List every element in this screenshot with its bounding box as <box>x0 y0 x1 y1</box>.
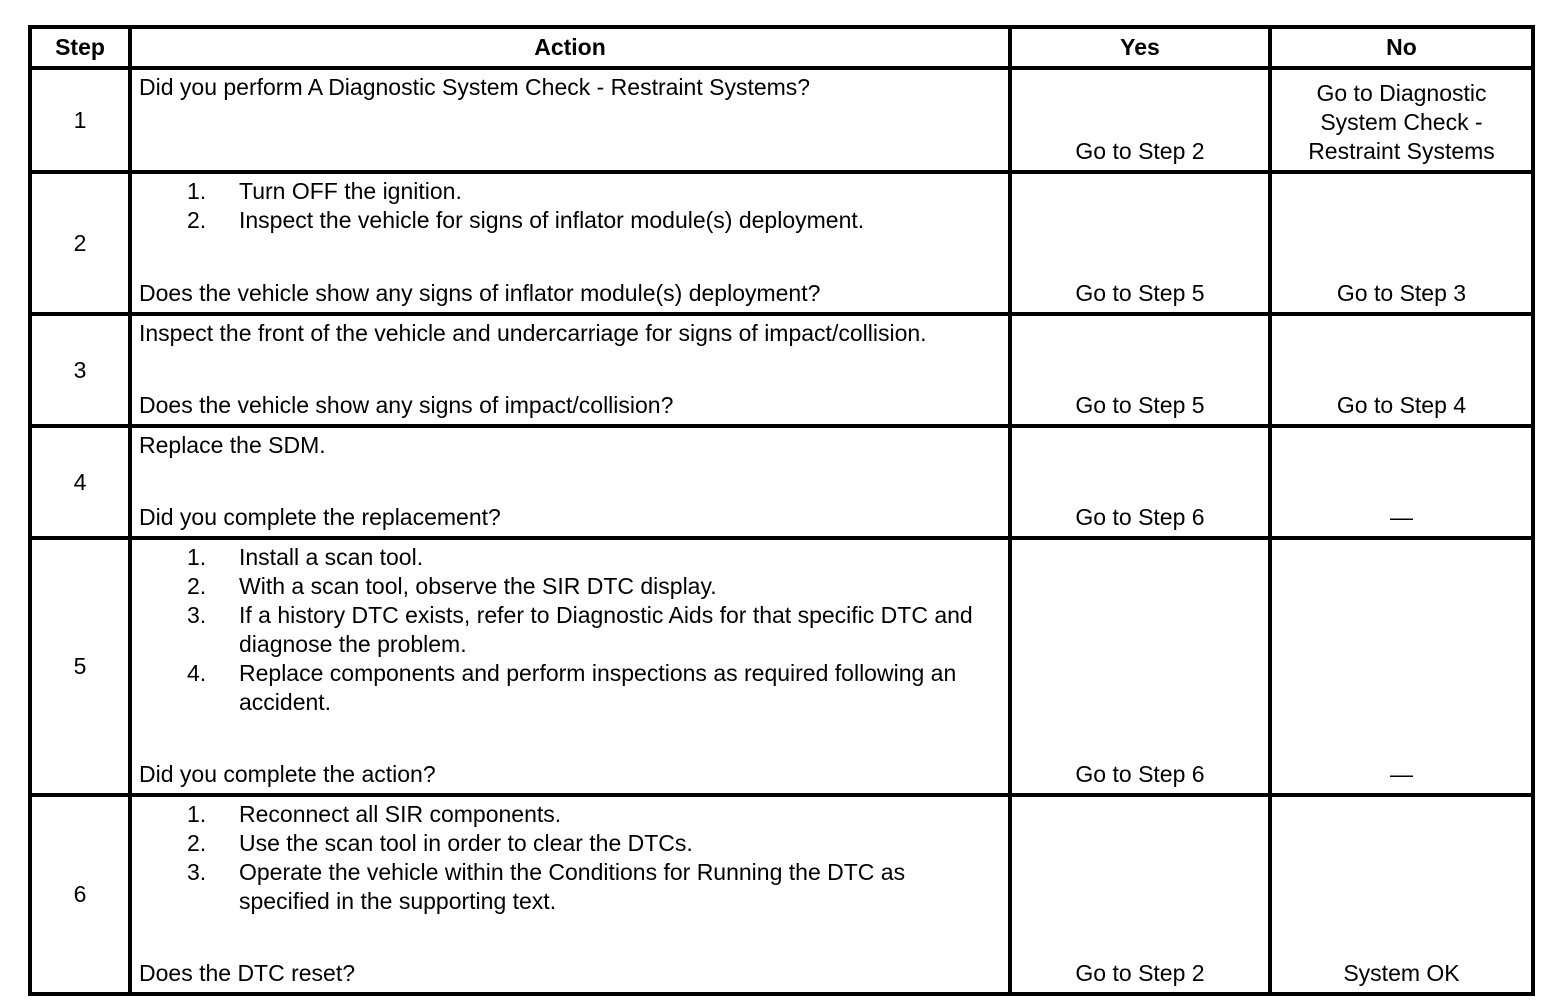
list-item: 2. Use the scan tool in order to clear the DTCs. <box>187 830 693 856</box>
table-row <box>30 795 1533 994</box>
table-row <box>30 68 1533 172</box>
list-item: 1. Reconnect all SIR components. <box>187 801 562 827</box>
action-instruction: Inspect the front of the vehicle and undercarriage for signs of impact/collision. <box>139 320 927 346</box>
list-item: 1. Install a scan tool. <box>187 544 424 570</box>
action-cell <box>130 426 1010 538</box>
yes-result: Go to Step 6 <box>1010 538 1270 795</box>
action-steps <box>139 177 1000 235</box>
no-result: Go to Step 4 <box>1270 314 1533 426</box>
table-row <box>30 426 1533 538</box>
action-question: Does the vehicle show any signs of impact/collision? <box>139 392 674 418</box>
action-cell <box>130 68 1010 172</box>
yes-result: Go to Step 2 <box>1010 68 1270 172</box>
list-item: 2. Inspect the vehicle for signs of inflator module(s) deployment. <box>187 207 865 233</box>
action-question: Did you perform A Diagnostic System Check - Restraint Systems? <box>139 74 811 100</box>
no-result: — <box>1270 538 1533 795</box>
header-step: Step <box>30 27 130 68</box>
action-cell <box>130 795 1010 994</box>
action-question: Does the DTC reset? <box>139 960 356 986</box>
header-row <box>30 27 1533 68</box>
step-number: 3 <box>30 314 130 426</box>
header-action: Action <box>130 27 1010 68</box>
diagnostic-table <box>28 25 1535 996</box>
header-yes: Yes <box>1010 27 1270 68</box>
no-result <box>1270 68 1533 172</box>
no-result: — <box>1270 426 1533 538</box>
list-item: 3. Operate the vehicle within the Conditions for Running the DTC as specified in the supporting text. <box>187 859 906 914</box>
header-no: No <box>1270 27 1533 68</box>
action-instruction: Replace the SDM. <box>139 432 326 458</box>
action-cell <box>130 538 1010 795</box>
action-cell <box>130 172 1010 314</box>
step-number: 4 <box>30 426 130 538</box>
action-question: Did you complete the replacement? <box>139 504 501 530</box>
table-row <box>30 172 1533 314</box>
no-result: Go to Step 3 <box>1270 172 1533 314</box>
list-item: 4. Replace components and perform inspections as required following an accident. <box>187 660 957 715</box>
no-result-text: Go to Diagnostic System Check - Restraint Systems <box>1308 80 1495 164</box>
list-item: 1. Turn OFF the ignition. <box>187 178 462 204</box>
step-number: 5 <box>30 538 130 795</box>
yes-result: Go to Step 6 <box>1010 426 1270 538</box>
table-row <box>30 314 1533 426</box>
yes-result: Go to Step 5 <box>1010 172 1270 314</box>
list-item: 3. If a history DTC exists, refer to Diagnostic Aids for that specific DTC and diagnose the problem. <box>187 602 973 657</box>
action-question: Does the vehicle show any signs of inflator module(s) deployment? <box>139 280 821 306</box>
action-steps <box>139 543 1000 717</box>
step-number: 6 <box>30 795 130 994</box>
list-item: 2. With a scan tool, observe the SIR DTC display. <box>187 573 717 599</box>
action-steps <box>139 800 1000 916</box>
yes-result: Go to Step 5 <box>1010 314 1270 426</box>
table-row <box>30 538 1533 795</box>
action-cell <box>130 314 1010 426</box>
step-number: 2 <box>30 172 130 314</box>
yes-result: Go to Step 2 <box>1010 795 1270 994</box>
step-number: 1 <box>30 68 130 172</box>
action-question: Did you complete the action? <box>139 761 436 787</box>
no-result: System OK <box>1270 795 1533 994</box>
